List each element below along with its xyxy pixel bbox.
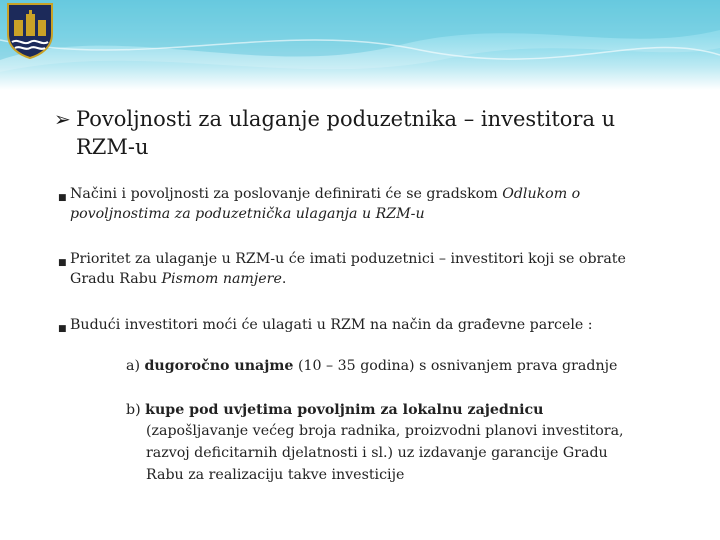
arrow-bullet-icon: ➢ [54, 107, 71, 131]
wave-decoration [0, 0, 720, 90]
sub-b-bold: kupe pod uvjetima povoljnim za lokalnu zajednicu [145, 402, 544, 418]
sub-a-bold: dugoročno unajme [144, 358, 294, 374]
bullet-2-text-line2: Gradu Rabu [70, 271, 162, 287]
slide-title-line1: Povoljnosti za ulaganje poduzetnika – investitora u [76, 107, 616, 131]
bullet-2-suffix: . [281, 271, 287, 287]
sub-b-line4: Rabu za realizaciju takve investicije [146, 467, 405, 483]
slide-title-line2: RZM-u [76, 135, 149, 159]
header-band [0, 0, 720, 90]
square-bullet-icon: ■ [58, 193, 67, 203]
square-bullet-icon: ■ [58, 324, 67, 334]
square-bullet-icon: ■ [58, 258, 67, 268]
bullet-1-italic-line2: povoljnostima za poduzetnička ulaganja u RZM-u [70, 206, 425, 222]
city-coat-of-arms-icon [0, 0, 60, 60]
sub-b-line2: (zapošljavanje većeg broja radnika, proizvodni planovi investitora, [146, 423, 624, 439]
bullet-3-text: Budući investitori moći će ulagati u RZM na način da građevne parcele : [70, 317, 593, 333]
bullet-2-italic: Pismom namjere [161, 271, 282, 287]
bullet-2-text: Prioritet za ulaganje u RZM-u će imati poduzetnici – investitori koji se obrate [70, 251, 626, 267]
sub-item-a [126, 356, 617, 376]
sub-a-prefix: a) [126, 358, 145, 374]
sub-b-line3: razvoj deficitarnih djelatnosti i sl.) uz izdavanje garancije Gradu [146, 445, 608, 461]
sub-b-prefix: b) [126, 402, 146, 418]
bullet-1-text: Načini i povoljnosti za poslovanje definirati će se gradskom [70, 186, 503, 202]
bullet-1-italic: Odlukom o [502, 186, 581, 202]
sub-a-suffix: (10 – 35 godina) s osnivanjem prava gradnje [293, 358, 618, 374]
